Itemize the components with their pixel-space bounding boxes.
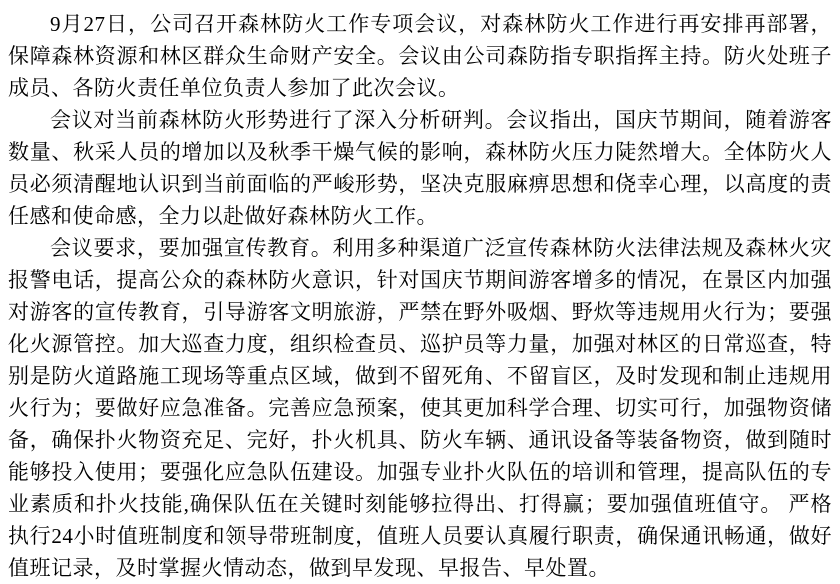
paragraph-meeting-overview: 9月27日，公司召开森林防火工作专项会议，对森林防火工作进行再安排再部署，保障森林资源和林区群众生命财产安全。会议由公司森防指专职指挥主持。防火处班子成员、各防火责任单位负责人参加了此次会议。 — [8, 12, 832, 100]
paragraph-situation-analysis: 会议对当前森林防火形势进行了深入分析研判。会议指出，国庆节期间，随着游客数量、秋采人员的增加以及秋季干燥气候的影响，森林防火压力陡然增大。全体防火人员必须清醒地认识到当前面临的严峻形势，坚决克服麻痹思想和侥幸心理，以高度的责任感和使命感，全力以赴做好森林防火工作。 — [8, 108, 832, 228]
paragraph-meeting-requirements: 会议要求，要加强宣传教育。利用多种渠道广泛宣传森林防火法律法规及森林火灾报警电话，提高公众的森林防火意识，针对国庆节期间游客增多的情况，在景区内加强对游客的宣传教育，引导游客文明旅游，严禁在野外吸烟、野炊等违规用火行为；要强化火源管控。加大巡查力度，组织检查员、巡护员等力量，加强对林区的日常巡查，特别是防火道路施工现场等重点区域，做到不留死角、不留盲区，及时发现和制止违规用火行为；要做好应急准备。完善应急预案，使其更加科学合理、切实可行，加强物资储备，确保扑火物资充足、完好，扑火机具、防火车辆、通讯设备等装备物资，做到随时能够投入使用；要强化应急队伍建设。加强专业扑火队伍的培训和管理，提高队伍的专业素质和扑火技能,确保队伍在关键时刻能够拉得出、打得赢；要加强值班值守。 严格执行24小时值班制度和领导带班制度，值班人员要认真履行职责，确保通讯畅通，做好值班记录，及时掌握火情动态，做到早发现、早报告、早处置。 — [8, 236, 832, 580]
